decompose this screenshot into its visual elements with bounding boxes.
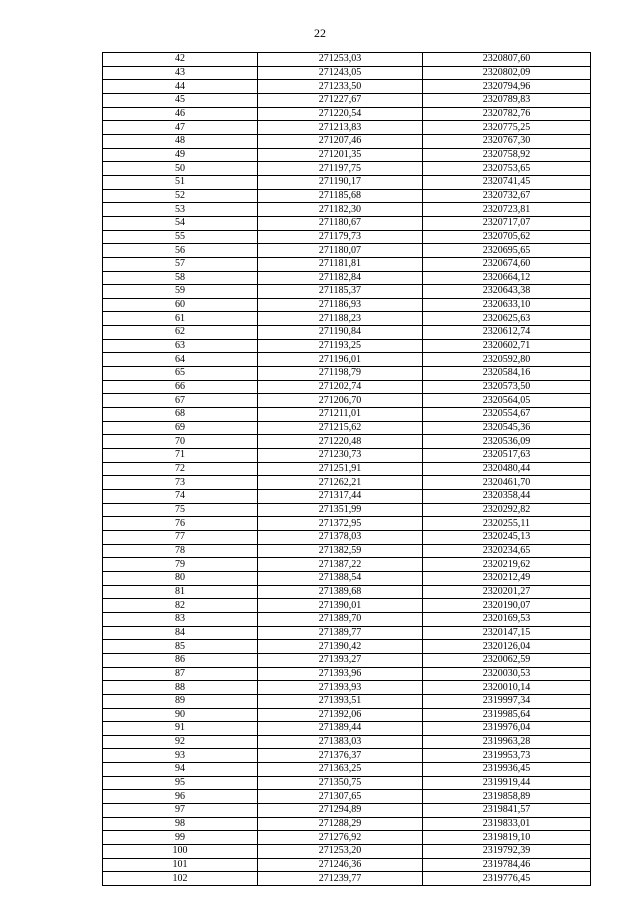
- table-row: [103, 517, 591, 531]
- point-number-cell: 85: [103, 640, 258, 654]
- x-coordinate-cell: 271351,99: [258, 503, 423, 517]
- point-number-cell: 92: [103, 735, 258, 749]
- table-row: [103, 175, 591, 189]
- point-number-cell: 80: [103, 571, 258, 585]
- x-coordinate-cell: 271190,84: [258, 326, 423, 340]
- y-coordinate-cell: 2320717,07: [423, 216, 591, 230]
- point-number-cell: 76: [103, 517, 258, 531]
- x-coordinate-cell: 271185,68: [258, 189, 423, 203]
- point-number-cell: 60: [103, 298, 258, 312]
- y-coordinate-cell: 2320536,09: [423, 435, 591, 449]
- y-coordinate-cell: 2319841,57: [423, 804, 591, 818]
- table-row: [103, 271, 591, 285]
- table-row: [103, 530, 591, 544]
- y-coordinate-cell: 2320564,05: [423, 394, 591, 408]
- x-coordinate-cell: 271227,67: [258, 93, 423, 107]
- y-coordinate-cell: 2319963,28: [423, 735, 591, 749]
- y-coordinate-cell: 2320695,65: [423, 244, 591, 258]
- table-row: [103, 708, 591, 722]
- table-row: [103, 162, 591, 176]
- x-coordinate-cell: 271207,46: [258, 134, 423, 148]
- table-row: [103, 626, 591, 640]
- y-coordinate-cell: 2320602,71: [423, 339, 591, 353]
- point-number-cell: 71: [103, 449, 258, 463]
- point-number-cell: 66: [103, 380, 258, 394]
- y-coordinate-cell: 2319997,34: [423, 694, 591, 708]
- x-coordinate-cell: 271211,01: [258, 408, 423, 422]
- y-coordinate-cell: 2320782,76: [423, 107, 591, 121]
- y-coordinate-cell: 2320554,67: [423, 408, 591, 422]
- x-coordinate-cell: 271253,20: [258, 845, 423, 859]
- y-coordinate-cell: 2320789,83: [423, 93, 591, 107]
- x-coordinate-cell: 271253,03: [258, 53, 423, 67]
- y-coordinate-cell: 2320723,81: [423, 203, 591, 217]
- point-number-cell: 44: [103, 80, 258, 94]
- point-number-cell: 50: [103, 162, 258, 176]
- table-row: [103, 858, 591, 872]
- x-coordinate-cell: 271350,75: [258, 776, 423, 790]
- x-coordinate-cell: 271382,59: [258, 544, 423, 558]
- point-number-cell: 72: [103, 462, 258, 476]
- point-number-cell: 57: [103, 257, 258, 271]
- x-coordinate-cell: 271201,35: [258, 148, 423, 162]
- x-coordinate-cell: 271389,77: [258, 626, 423, 640]
- point-number-cell: 46: [103, 107, 258, 121]
- coordinates-table-body: [103, 53, 591, 886]
- table-row: [103, 339, 591, 353]
- x-coordinate-cell: 271276,92: [258, 831, 423, 845]
- table-row: [103, 776, 591, 790]
- x-coordinate-cell: 271378,03: [258, 530, 423, 544]
- y-coordinate-cell: 2319976,04: [423, 722, 591, 736]
- x-coordinate-cell: 271220,48: [258, 435, 423, 449]
- x-coordinate-cell: 271197,75: [258, 162, 423, 176]
- y-coordinate-cell: 2320592,80: [423, 353, 591, 367]
- point-number-cell: 81: [103, 585, 258, 599]
- x-coordinate-cell: 271383,03: [258, 735, 423, 749]
- point-number-cell: 99: [103, 831, 258, 845]
- x-coordinate-cell: 271220,54: [258, 107, 423, 121]
- table-row: [103, 831, 591, 845]
- table-row: [103, 353, 591, 367]
- point-number-cell: 49: [103, 148, 258, 162]
- x-coordinate-cell: 271307,65: [258, 790, 423, 804]
- point-number-cell: 93: [103, 749, 258, 763]
- y-coordinate-cell: 2320612,74: [423, 326, 591, 340]
- x-coordinate-cell: 271393,27: [258, 653, 423, 667]
- y-coordinate-cell: 2320030,53: [423, 667, 591, 681]
- table-row: [103, 93, 591, 107]
- point-number-cell: 95: [103, 776, 258, 790]
- y-coordinate-cell: 2319776,45: [423, 872, 591, 886]
- x-coordinate-cell: 271185,37: [258, 285, 423, 299]
- table-row: [103, 380, 591, 394]
- table-row: [103, 203, 591, 217]
- table-row: [103, 216, 591, 230]
- point-number-cell: 56: [103, 244, 258, 258]
- y-coordinate-cell: 2320234,65: [423, 544, 591, 558]
- y-coordinate-cell: 2320775,25: [423, 121, 591, 135]
- table-row: [103, 558, 591, 572]
- y-coordinate-cell: 2320147,15: [423, 626, 591, 640]
- table-row: [103, 449, 591, 463]
- table-row: [103, 326, 591, 340]
- table-row: [103, 476, 591, 490]
- table-row: [103, 653, 591, 667]
- x-coordinate-cell: 271239,77: [258, 872, 423, 886]
- x-coordinate-cell: 271181,81: [258, 257, 423, 271]
- x-coordinate-cell: 271392,06: [258, 708, 423, 722]
- point-number-cell: 42: [103, 53, 258, 67]
- point-number-cell: 98: [103, 817, 258, 831]
- table-row: [103, 257, 591, 271]
- y-coordinate-cell: 2320545,36: [423, 421, 591, 435]
- x-coordinate-cell: 271243,05: [258, 66, 423, 80]
- point-number-cell: 55: [103, 230, 258, 244]
- point-number-cell: 78: [103, 544, 258, 558]
- y-coordinate-cell: 2320219,62: [423, 558, 591, 572]
- x-coordinate-cell: 271390,01: [258, 599, 423, 613]
- x-coordinate-cell: 271190,17: [258, 175, 423, 189]
- y-coordinate-cell: 2320664,12: [423, 271, 591, 285]
- table-row: [103, 571, 591, 585]
- x-coordinate-cell: 271179,73: [258, 230, 423, 244]
- x-coordinate-cell: 271213,83: [258, 121, 423, 135]
- x-coordinate-cell: 271186,93: [258, 298, 423, 312]
- x-coordinate-cell: 271387,22: [258, 558, 423, 572]
- x-coordinate-cell: 271180,07: [258, 244, 423, 258]
- x-coordinate-cell: 271215,62: [258, 421, 423, 435]
- table-row: [103, 544, 591, 558]
- table-row: [103, 735, 591, 749]
- y-coordinate-cell: 2320201,27: [423, 585, 591, 599]
- table-row: [103, 121, 591, 135]
- y-coordinate-cell: 2319784,46: [423, 858, 591, 872]
- point-number-cell: 102: [103, 872, 258, 886]
- table-row: [103, 804, 591, 818]
- point-number-cell: 88: [103, 681, 258, 695]
- table-row: [103, 612, 591, 626]
- table-row: [103, 298, 591, 312]
- y-coordinate-cell: 2320480,44: [423, 462, 591, 476]
- point-number-cell: 61: [103, 312, 258, 326]
- point-number-cell: 43: [103, 66, 258, 80]
- y-coordinate-cell: 2320255,11: [423, 517, 591, 531]
- x-coordinate-cell: 271188,23: [258, 312, 423, 326]
- y-coordinate-cell: 2319833,01: [423, 817, 591, 831]
- point-number-cell: 84: [103, 626, 258, 640]
- point-number-cell: 68: [103, 408, 258, 422]
- table-row: [103, 421, 591, 435]
- x-coordinate-cell: 271251,91: [258, 462, 423, 476]
- y-coordinate-cell: 2320292,82: [423, 503, 591, 517]
- point-number-cell: 74: [103, 490, 258, 504]
- table-row: [103, 80, 591, 94]
- point-number-cell: 64: [103, 353, 258, 367]
- coordinates-table: [102, 52, 591, 886]
- point-number-cell: 69: [103, 421, 258, 435]
- point-number-cell: 58: [103, 271, 258, 285]
- x-coordinate-cell: 271389,44: [258, 722, 423, 736]
- point-number-cell: 82: [103, 599, 258, 613]
- x-coordinate-cell: 271196,01: [258, 353, 423, 367]
- table-row: [103, 107, 591, 121]
- x-coordinate-cell: 271180,67: [258, 216, 423, 230]
- y-coordinate-cell: 2320461,70: [423, 476, 591, 490]
- table-row: [103, 134, 591, 148]
- table-row: [103, 763, 591, 777]
- table-row: [103, 667, 591, 681]
- x-coordinate-cell: 271372,95: [258, 517, 423, 531]
- table-row: [103, 817, 591, 831]
- x-coordinate-cell: 271182,84: [258, 271, 423, 285]
- table-row: [103, 790, 591, 804]
- table-row: [103, 462, 591, 476]
- point-number-cell: 70: [103, 435, 258, 449]
- table-row: [103, 394, 591, 408]
- y-coordinate-cell: 2320758,92: [423, 148, 591, 162]
- table-row: [103, 312, 591, 326]
- point-number-cell: 53: [103, 203, 258, 217]
- x-coordinate-cell: 271262,21: [258, 476, 423, 490]
- y-coordinate-cell: 2319858,89: [423, 790, 591, 804]
- table-row: [103, 53, 591, 67]
- table-row: [103, 599, 591, 613]
- y-coordinate-cell: 2320190,07: [423, 599, 591, 613]
- y-coordinate-cell: 2320062,59: [423, 653, 591, 667]
- point-number-cell: 59: [103, 285, 258, 299]
- table-row: [103, 285, 591, 299]
- table-row: [103, 367, 591, 381]
- table-row: [103, 490, 591, 504]
- point-number-cell: 47: [103, 121, 258, 135]
- y-coordinate-cell: 2319819,10: [423, 831, 591, 845]
- table-row: [103, 189, 591, 203]
- table-row: [103, 148, 591, 162]
- x-coordinate-cell: 271363,25: [258, 763, 423, 777]
- y-coordinate-cell: 2319985,64: [423, 708, 591, 722]
- point-number-cell: 77: [103, 530, 258, 544]
- y-coordinate-cell: 2320643,38: [423, 285, 591, 299]
- point-number-cell: 83: [103, 612, 258, 626]
- y-coordinate-cell: 2320767,30: [423, 134, 591, 148]
- table-row: [103, 244, 591, 258]
- point-number-cell: 65: [103, 367, 258, 381]
- point-number-cell: 45: [103, 93, 258, 107]
- x-coordinate-cell: 271206,70: [258, 394, 423, 408]
- y-coordinate-cell: 2320732,67: [423, 189, 591, 203]
- y-coordinate-cell: 2319936,45: [423, 763, 591, 777]
- y-coordinate-cell: 2320802,09: [423, 66, 591, 80]
- point-number-cell: 97: [103, 804, 258, 818]
- point-number-cell: 62: [103, 326, 258, 340]
- table-row: [103, 230, 591, 244]
- table-row: [103, 681, 591, 695]
- table-row: [103, 722, 591, 736]
- y-coordinate-cell: 2320705,62: [423, 230, 591, 244]
- point-number-cell: 101: [103, 858, 258, 872]
- x-coordinate-cell: 271317,44: [258, 490, 423, 504]
- x-coordinate-cell: 271393,96: [258, 667, 423, 681]
- point-number-cell: 79: [103, 558, 258, 572]
- point-number-cell: 63: [103, 339, 258, 353]
- x-coordinate-cell: 271288,29: [258, 817, 423, 831]
- table-row: [103, 435, 591, 449]
- x-coordinate-cell: 271193,25: [258, 339, 423, 353]
- y-coordinate-cell: 2320169,53: [423, 612, 591, 626]
- table-row: [103, 749, 591, 763]
- table-row: [103, 585, 591, 599]
- y-coordinate-cell: 2320633,10: [423, 298, 591, 312]
- point-number-cell: 91: [103, 722, 258, 736]
- x-coordinate-cell: 271388,54: [258, 571, 423, 585]
- y-coordinate-cell: 2320358,44: [423, 490, 591, 504]
- y-coordinate-cell: 2320741,45: [423, 175, 591, 189]
- table-row: [103, 408, 591, 422]
- y-coordinate-cell: 2320517,63: [423, 449, 591, 463]
- point-number-cell: 52: [103, 189, 258, 203]
- point-number-cell: 87: [103, 667, 258, 681]
- point-number-cell: 48: [103, 134, 258, 148]
- table-row: [103, 640, 591, 654]
- table-row: [103, 845, 591, 859]
- y-coordinate-cell: 2320807,60: [423, 53, 591, 67]
- x-coordinate-cell: 271389,68: [258, 585, 423, 599]
- x-coordinate-cell: 271393,93: [258, 681, 423, 695]
- y-coordinate-cell: 2320625,63: [423, 312, 591, 326]
- x-coordinate-cell: 271393,51: [258, 694, 423, 708]
- y-coordinate-cell: 2320126,04: [423, 640, 591, 654]
- x-coordinate-cell: 271246,36: [258, 858, 423, 872]
- y-coordinate-cell: 2320753,65: [423, 162, 591, 176]
- x-coordinate-cell: 271182,30: [258, 203, 423, 217]
- table-row: [103, 503, 591, 517]
- y-coordinate-cell: 2319953,73: [423, 749, 591, 763]
- y-coordinate-cell: 2319792,39: [423, 845, 591, 859]
- y-coordinate-cell: 2320573,50: [423, 380, 591, 394]
- x-coordinate-cell: 271390,42: [258, 640, 423, 654]
- y-coordinate-cell: 2320212,49: [423, 571, 591, 585]
- point-number-cell: 73: [103, 476, 258, 490]
- y-coordinate-cell: 2320794,96: [423, 80, 591, 94]
- point-number-cell: 89: [103, 694, 258, 708]
- y-coordinate-cell: 2320010,14: [423, 681, 591, 695]
- point-number-cell: 75: [103, 503, 258, 517]
- y-coordinate-cell: 2320674,60: [423, 257, 591, 271]
- page-number: 22: [314, 26, 326, 40]
- point-number-cell: 54: [103, 216, 258, 230]
- x-coordinate-cell: 271233,50: [258, 80, 423, 94]
- point-number-cell: 51: [103, 175, 258, 189]
- point-number-cell: 100: [103, 845, 258, 859]
- point-number-cell: 86: [103, 653, 258, 667]
- y-coordinate-cell: 2320584,16: [423, 367, 591, 381]
- y-coordinate-cell: 2319919,44: [423, 776, 591, 790]
- y-coordinate-cell: 2320245,13: [423, 530, 591, 544]
- point-number-cell: 90: [103, 708, 258, 722]
- point-number-cell: 94: [103, 763, 258, 777]
- point-number-cell: 67: [103, 394, 258, 408]
- x-coordinate-cell: 271294,89: [258, 804, 423, 818]
- table-row: [103, 694, 591, 708]
- x-coordinate-cell: 271376,37: [258, 749, 423, 763]
- table-row: [103, 872, 591, 886]
- x-coordinate-cell: 271389,70: [258, 612, 423, 626]
- table-row: [103, 66, 591, 80]
- x-coordinate-cell: 271198,79: [258, 367, 423, 381]
- point-number-cell: 96: [103, 790, 258, 804]
- x-coordinate-cell: 271230,73: [258, 449, 423, 463]
- x-coordinate-cell: 271202,74: [258, 380, 423, 394]
